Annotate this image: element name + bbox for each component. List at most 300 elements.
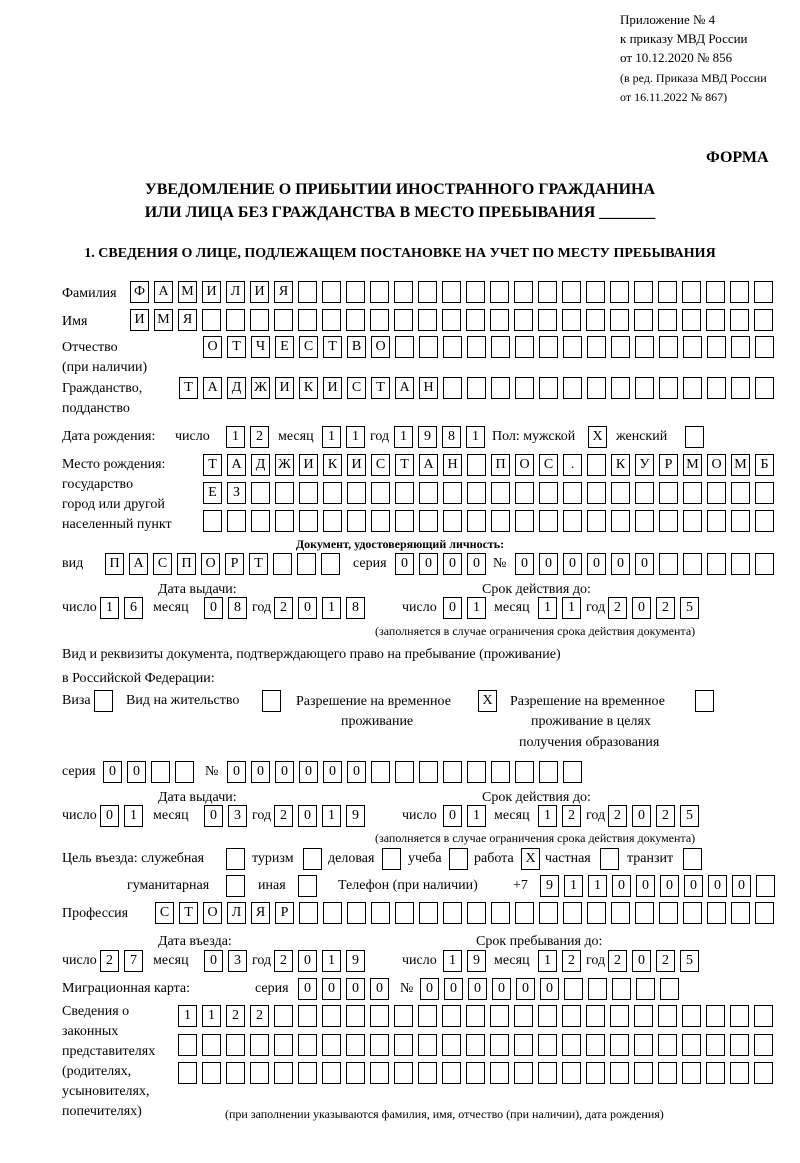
stay-series-cell[interactable] — [151, 761, 170, 783]
birthplace-2-cell[interactable]: З — [227, 482, 246, 504]
birthplace-2-cell[interactable] — [251, 482, 270, 504]
sex-female-checkbox[interactable] — [685, 426, 704, 448]
patronymic-cell[interactable] — [611, 336, 630, 358]
reps-3-cell[interactable] — [490, 1062, 509, 1084]
birth-month-cell[interactable]: 1 — [346, 426, 365, 448]
residence-checkbox[interactable] — [262, 690, 281, 712]
patronymic-cell[interactable]: О — [203, 336, 222, 358]
reps-2-cell[interactable] — [586, 1034, 605, 1056]
visa-checkbox[interactable] — [94, 690, 113, 712]
surname-cell[interactable] — [610, 281, 629, 303]
citizenship-cell[interactable] — [707, 377, 726, 399]
birthplace-3-cell[interactable] — [611, 510, 630, 532]
birthplace-3-cell[interactable] — [659, 510, 678, 532]
surname-cell[interactable]: А — [154, 281, 173, 303]
patronymic-cell[interactable] — [467, 336, 486, 358]
birth-month-cell[interactable]: 1 — [322, 426, 341, 448]
surname-cell[interactable] — [658, 281, 677, 303]
profession-cell[interactable] — [371, 902, 390, 924]
citizenship-cell[interactable] — [563, 377, 582, 399]
stay-issue-month-cell[interactable]: 3 — [228, 805, 247, 827]
mig-number-cell[interactable]: 0 — [516, 978, 535, 1000]
birthplace-3-cell[interactable] — [371, 510, 390, 532]
citizenship-cell[interactable]: А — [203, 377, 222, 399]
stay-issue-year-cell[interactable]: 2 — [274, 805, 293, 827]
surname-cell[interactable] — [346, 281, 365, 303]
reps-2-cell[interactable] — [418, 1034, 437, 1056]
reps-3-cell[interactable] — [466, 1062, 485, 1084]
reps-1-cell[interactable]: 1 — [202, 1005, 221, 1027]
birthplace-1-cell[interactable]: И — [299, 454, 318, 476]
profession-cell[interactable] — [635, 902, 654, 924]
reps-3-cell[interactable] — [634, 1062, 653, 1084]
stay-issue-year-cell[interactable]: 0 — [298, 805, 317, 827]
citizenship-cell[interactable]: Д — [227, 377, 246, 399]
phone-cell[interactable]: 1 — [588, 875, 607, 897]
birthplace-2-cell[interactable] — [371, 482, 390, 504]
id-number-cell[interactable]: 0 — [563, 553, 582, 575]
name-cell[interactable] — [514, 309, 533, 331]
patronymic-cell[interactable] — [755, 336, 774, 358]
birthplace-1-cell[interactable]: К — [611, 454, 630, 476]
birthplace-1-cell[interactable]: Б — [755, 454, 774, 476]
stay-number-cell[interactable] — [419, 761, 438, 783]
id-issue-year-cell[interactable]: 2 — [274, 597, 293, 619]
id-kind-cell[interactable]: А — [129, 553, 148, 575]
phone-cell[interactable]: 0 — [732, 875, 751, 897]
entry-month-cell[interactable]: 3 — [228, 950, 247, 972]
profession-cell[interactable] — [755, 902, 774, 924]
birthplace-3-cell[interactable] — [323, 510, 342, 532]
profession-cell[interactable]: Л — [227, 902, 246, 924]
birthplace-1-cell[interactable]: К — [323, 454, 342, 476]
reps-2-cell[interactable] — [682, 1034, 701, 1056]
reps-3-cell[interactable] — [274, 1062, 293, 1084]
surname-cell[interactable] — [514, 281, 533, 303]
patronymic-cell[interactable]: Т — [323, 336, 342, 358]
profession-cell[interactable] — [299, 902, 318, 924]
id-kind-cell[interactable]: П — [105, 553, 124, 575]
patronymic-cell[interactable]: Е — [275, 336, 294, 358]
reps-2-cell[interactable] — [346, 1034, 365, 1056]
birthplace-3-cell[interactable] — [227, 510, 246, 532]
reps-3-cell[interactable] — [562, 1062, 581, 1084]
id-number-cell[interactable]: 0 — [539, 553, 558, 575]
phone-cell[interactable]: 0 — [636, 875, 655, 897]
name-cell[interactable] — [634, 309, 653, 331]
name-cell[interactable] — [202, 309, 221, 331]
stay-until-year-cell[interactable]: 2 — [608, 950, 627, 972]
id-kind-cell[interactable]: Т — [249, 553, 268, 575]
id-number-cell[interactable]: 0 — [635, 553, 654, 575]
stay-until-month-cell[interactable]: 1 — [538, 950, 557, 972]
stay-number-cell[interactable] — [443, 761, 462, 783]
id-valid-year-cell[interactable]: 5 — [680, 597, 699, 619]
birthplace-3-cell[interactable] — [587, 510, 606, 532]
phone-cell[interactable]: 0 — [684, 875, 703, 897]
name-cell[interactable] — [226, 309, 245, 331]
id-issue-year-cell[interactable]: 8 — [346, 597, 365, 619]
name-cell[interactable] — [274, 309, 293, 331]
surname-cell[interactable]: И — [250, 281, 269, 303]
stay-number-cell[interactable]: 0 — [299, 761, 318, 783]
birthplace-2-cell[interactable] — [539, 482, 558, 504]
id-valid-year-cell[interactable]: 0 — [632, 597, 651, 619]
profession-cell[interactable] — [515, 902, 534, 924]
entry-year-cell[interactable]: 0 — [298, 950, 317, 972]
name-cell[interactable] — [682, 309, 701, 331]
surname-cell[interactable] — [586, 281, 605, 303]
id-kind-cell[interactable]: П — [177, 553, 196, 575]
stay-issue-year-cell[interactable]: 1 — [322, 805, 341, 827]
patronymic-cell[interactable] — [731, 336, 750, 358]
name-cell[interactable] — [658, 309, 677, 331]
reps-3-cell[interactable] — [178, 1062, 197, 1084]
mig-number-cell[interactable]: 0 — [420, 978, 439, 1000]
id-kind-cell[interactable] — [297, 553, 316, 575]
reps-2-cell[interactable] — [322, 1034, 341, 1056]
name-cell[interactable] — [586, 309, 605, 331]
reps-3-cell[interactable] — [730, 1062, 749, 1084]
birthplace-3-cell[interactable] — [491, 510, 510, 532]
birthplace-3-cell[interactable] — [299, 510, 318, 532]
stay-until-year-cell[interactable]: 5 — [680, 950, 699, 972]
purpose-official-checkbox[interactable] — [226, 848, 245, 870]
birthplace-2-cell[interactable] — [395, 482, 414, 504]
birthplace-1-cell[interactable]: . — [563, 454, 582, 476]
id-kind-cell[interactable]: С — [153, 553, 172, 575]
birthplace-3-cell[interactable] — [395, 510, 414, 532]
phone-cell[interactable] — [756, 875, 775, 897]
reps-1-cell[interactable] — [562, 1005, 581, 1027]
surname-cell[interactable] — [562, 281, 581, 303]
id-series-cell[interactable]: 0 — [395, 553, 414, 575]
reps-1-cell[interactable] — [754, 1005, 773, 1027]
id-valid-year-cell[interactable]: 2 — [608, 597, 627, 619]
name-cell[interactable] — [394, 309, 413, 331]
birthplace-1-cell[interactable]: М — [683, 454, 702, 476]
purpose-humanitarian-checkbox[interactable] — [226, 875, 245, 897]
temp-residence-education-checkbox[interactable] — [695, 690, 714, 712]
stay-number-cell[interactable] — [563, 761, 582, 783]
mig-number-cell[interactable] — [564, 978, 583, 1000]
name-cell[interactable] — [706, 309, 725, 331]
birthplace-2-cell[interactable] — [443, 482, 462, 504]
mig-number-cell[interactable] — [612, 978, 631, 1000]
citizenship-cell[interactable]: А — [395, 377, 414, 399]
reps-3-cell[interactable] — [370, 1062, 389, 1084]
birth-year-cell[interactable]: 8 — [442, 426, 461, 448]
birthplace-1-cell[interactable]: Д — [251, 454, 270, 476]
reps-2-cell[interactable] — [442, 1034, 461, 1056]
patronymic-cell[interactable]: О — [371, 336, 390, 358]
reps-2-cell[interactable] — [394, 1034, 413, 1056]
profession-cell[interactable]: Т — [179, 902, 198, 924]
stay-number-cell[interactable]: 0 — [227, 761, 246, 783]
birthplace-2-cell[interactable] — [299, 482, 318, 504]
mig-number-cell[interactable]: 0 — [492, 978, 511, 1000]
reps-2-cell[interactable] — [250, 1034, 269, 1056]
birthplace-1-cell[interactable]: Т — [395, 454, 414, 476]
purpose-tourism-checkbox[interactable] — [303, 848, 322, 870]
citizenship-cell[interactable] — [755, 377, 774, 399]
reps-1-cell[interactable] — [658, 1005, 677, 1027]
patronymic-cell[interactable] — [707, 336, 726, 358]
name-cell[interactable] — [466, 309, 485, 331]
reps-2-cell[interactable] — [658, 1034, 677, 1056]
patronymic-cell[interactable] — [683, 336, 702, 358]
mig-series-cell[interactable]: 0 — [322, 978, 341, 1000]
reps-3-cell[interactable] — [706, 1062, 725, 1084]
surname-cell[interactable] — [298, 281, 317, 303]
surname-cell[interactable] — [442, 281, 461, 303]
surname-cell[interactable] — [418, 281, 437, 303]
reps-1-cell[interactable] — [730, 1005, 749, 1027]
id-series-cell[interactable]: 0 — [467, 553, 486, 575]
mig-number-cell[interactable] — [636, 978, 655, 1000]
birthplace-2-cell[interactable] — [491, 482, 510, 504]
mig-number-cell[interactable]: 0 — [540, 978, 559, 1000]
birthplace-3-cell[interactable] — [251, 510, 270, 532]
phone-cell[interactable]: 9 — [540, 875, 559, 897]
stay-number-cell[interactable] — [539, 761, 558, 783]
stay-number-cell[interactable]: 0 — [347, 761, 366, 783]
profession-cell[interactable] — [539, 902, 558, 924]
stay-until-year-cell[interactable]: 0 — [632, 950, 651, 972]
name-cell[interactable] — [370, 309, 389, 331]
reps-1-cell[interactable] — [706, 1005, 725, 1027]
entry-day-cell[interactable]: 7 — [124, 950, 143, 972]
profession-cell[interactable] — [347, 902, 366, 924]
name-cell[interactable] — [418, 309, 437, 331]
citizenship-cell[interactable] — [611, 377, 630, 399]
name-cell[interactable]: М — [154, 309, 173, 331]
reps-1-cell[interactable] — [346, 1005, 365, 1027]
id-kind-cell[interactable]: О — [201, 553, 220, 575]
birthplace-1-cell[interactable]: С — [539, 454, 558, 476]
name-cell[interactable] — [538, 309, 557, 331]
birthplace-2-cell[interactable] — [611, 482, 630, 504]
surname-cell[interactable]: М — [178, 281, 197, 303]
patronymic-cell[interactable] — [587, 336, 606, 358]
reps-3-cell[interactable] — [226, 1062, 245, 1084]
phone-cell[interactable]: 0 — [708, 875, 727, 897]
reps-3-cell[interactable] — [610, 1062, 629, 1084]
reps-3-cell[interactable] — [394, 1062, 413, 1084]
citizenship-cell[interactable] — [443, 377, 462, 399]
stay-until-year-cell[interactable]: 2 — [656, 950, 675, 972]
reps-1-cell[interactable] — [442, 1005, 461, 1027]
birthplace-3-cell[interactable] — [563, 510, 582, 532]
id-issue-day-cell[interactable]: 1 — [100, 597, 119, 619]
birthplace-1-cell[interactable]: М — [731, 454, 750, 476]
name-cell[interactable]: Я — [178, 309, 197, 331]
phone-cell[interactable]: 1 — [564, 875, 583, 897]
stay-until-day-cell[interactable]: 1 — [443, 950, 462, 972]
reps-2-cell[interactable] — [274, 1034, 293, 1056]
purpose-work-checkbox[interactable]: X — [521, 848, 540, 870]
surname-cell[interactable] — [490, 281, 509, 303]
id-issue-year-cell[interactable]: 1 — [322, 597, 341, 619]
profession-cell[interactable] — [707, 902, 726, 924]
stay-until-day-cell[interactable]: 9 — [467, 950, 486, 972]
stay-valid-year-cell[interactable]: 5 — [680, 805, 699, 827]
id-kind-cell[interactable] — [321, 553, 340, 575]
reps-1-cell[interactable] — [538, 1005, 557, 1027]
birthplace-1-cell[interactable] — [467, 454, 486, 476]
profession-cell[interactable] — [491, 902, 510, 924]
id-issue-day-cell[interactable]: 6 — [124, 597, 143, 619]
surname-cell[interactable] — [730, 281, 749, 303]
stay-valid-year-cell[interactable]: 0 — [632, 805, 651, 827]
reps-2-cell[interactable] — [634, 1034, 653, 1056]
stay-valid-year-cell[interactable]: 2 — [656, 805, 675, 827]
reps-2-cell[interactable] — [370, 1034, 389, 1056]
patronymic-cell[interactable] — [515, 336, 534, 358]
reps-3-cell[interactable] — [514, 1062, 533, 1084]
patronymic-cell[interactable] — [443, 336, 462, 358]
birthplace-3-cell[interactable] — [731, 510, 750, 532]
stay-valid-year-cell[interactable]: 2 — [608, 805, 627, 827]
reps-2-cell[interactable] — [298, 1034, 317, 1056]
profession-cell[interactable] — [443, 902, 462, 924]
birthplace-3-cell[interactable] — [203, 510, 222, 532]
birthplace-2-cell[interactable] — [587, 482, 606, 504]
name-cell[interactable]: И — [130, 309, 149, 331]
reps-2-cell[interactable] — [178, 1034, 197, 1056]
birthplace-1-cell[interactable]: И — [347, 454, 366, 476]
stay-valid-month-cell[interactable]: 1 — [538, 805, 557, 827]
citizenship-cell[interactable] — [731, 377, 750, 399]
patronymic-cell[interactable] — [539, 336, 558, 358]
birthplace-3-cell[interactable] — [755, 510, 774, 532]
stay-valid-day-cell[interactable]: 0 — [443, 805, 462, 827]
purpose-business-checkbox[interactable] — [382, 848, 401, 870]
reps-1-cell[interactable] — [274, 1005, 293, 1027]
birthplace-2-cell[interactable] — [731, 482, 750, 504]
birthplace-3-cell[interactable] — [539, 510, 558, 532]
mig-number-cell[interactable] — [660, 978, 679, 1000]
mig-series-cell[interactable]: 0 — [298, 978, 317, 1000]
id-number-cell[interactable] — [731, 553, 750, 575]
reps-2-cell[interactable] — [514, 1034, 533, 1056]
citizenship-cell[interactable]: С — [347, 377, 366, 399]
citizenship-cell[interactable] — [659, 377, 678, 399]
stay-number-cell[interactable] — [371, 761, 390, 783]
birthplace-3-cell[interactable] — [635, 510, 654, 532]
reps-3-cell[interactable] — [202, 1062, 221, 1084]
stay-series-cell[interactable]: 0 — [127, 761, 146, 783]
birth-day-cell[interactable]: 2 — [250, 426, 269, 448]
birth-year-cell[interactable]: 1 — [466, 426, 485, 448]
name-cell[interactable] — [610, 309, 629, 331]
birthplace-2-cell[interactable] — [323, 482, 342, 504]
id-valid-day-cell[interactable]: 0 — [443, 597, 462, 619]
patronymic-cell[interactable]: В — [347, 336, 366, 358]
reps-2-cell[interactable] — [562, 1034, 581, 1056]
reps-1-cell[interactable]: 1 — [178, 1005, 197, 1027]
reps-3-cell[interactable] — [298, 1062, 317, 1084]
surname-cell[interactable] — [706, 281, 725, 303]
reps-1-cell[interactable]: 2 — [226, 1005, 245, 1027]
citizenship-cell[interactable] — [635, 377, 654, 399]
id-valid-year-cell[interactable]: 2 — [656, 597, 675, 619]
reps-1-cell[interactable] — [298, 1005, 317, 1027]
surname-cell[interactable] — [682, 281, 701, 303]
birthplace-1-cell[interactable]: Р — [659, 454, 678, 476]
reps-1-cell[interactable] — [586, 1005, 605, 1027]
stay-number-cell[interactable] — [467, 761, 486, 783]
profession-cell[interactable]: С — [155, 902, 174, 924]
entry-month-cell[interactable]: 0 — [204, 950, 223, 972]
citizenship-cell[interactable]: Т — [179, 377, 198, 399]
phone-cell[interactable]: 0 — [612, 875, 631, 897]
phone-cell[interactable]: 0 — [660, 875, 679, 897]
surname-cell[interactable] — [466, 281, 485, 303]
birthplace-3-cell[interactable] — [683, 510, 702, 532]
name-cell[interactable] — [250, 309, 269, 331]
profession-cell[interactable]: Р — [275, 902, 294, 924]
reps-3-cell[interactable] — [538, 1062, 557, 1084]
id-kind-cell[interactable]: Р — [225, 553, 244, 575]
patronymic-cell[interactable] — [563, 336, 582, 358]
patronymic-cell[interactable] — [419, 336, 438, 358]
patronymic-cell[interactable] — [395, 336, 414, 358]
reps-1-cell[interactable] — [490, 1005, 509, 1027]
sex-male-checkbox[interactable]: X — [588, 426, 607, 448]
birth-year-cell[interactable]: 1 — [394, 426, 413, 448]
profession-cell[interactable] — [395, 902, 414, 924]
citizenship-cell[interactable] — [683, 377, 702, 399]
surname-cell[interactable] — [634, 281, 653, 303]
id-valid-month-cell[interactable]: 1 — [538, 597, 557, 619]
entry-year-cell[interactable]: 1 — [322, 950, 341, 972]
stay-number-cell[interactable] — [515, 761, 534, 783]
patronymic-cell[interactable] — [491, 336, 510, 358]
birthplace-1-cell[interactable]: П — [491, 454, 510, 476]
stay-number-cell[interactable]: 0 — [323, 761, 342, 783]
id-number-cell[interactable] — [683, 553, 702, 575]
purpose-private-checkbox[interactable] — [600, 848, 619, 870]
name-cell[interactable] — [562, 309, 581, 331]
name-cell[interactable] — [754, 309, 773, 331]
citizenship-cell[interactable]: И — [275, 377, 294, 399]
profession-cell[interactable] — [587, 902, 606, 924]
birthplace-3-cell[interactable] — [419, 510, 438, 532]
birth-year-cell[interactable]: 9 — [418, 426, 437, 448]
stay-number-cell[interactable] — [491, 761, 510, 783]
temp-residence-checkbox[interactable]: X — [478, 690, 497, 712]
birthplace-3-cell[interactable] — [275, 510, 294, 532]
surname-cell[interactable] — [322, 281, 341, 303]
reps-3-cell[interactable] — [418, 1062, 437, 1084]
id-number-cell[interactable] — [707, 553, 726, 575]
id-number-cell[interactable]: 0 — [587, 553, 606, 575]
citizenship-cell[interactable]: Т — [371, 377, 390, 399]
birthplace-2-cell[interactable] — [635, 482, 654, 504]
birthplace-2-cell[interactable] — [515, 482, 534, 504]
id-number-cell[interactable] — [659, 553, 678, 575]
birthplace-1-cell[interactable]: Т — [203, 454, 222, 476]
name-cell[interactable] — [322, 309, 341, 331]
reps-3-cell[interactable] — [322, 1062, 341, 1084]
profession-cell[interactable]: О — [203, 902, 222, 924]
reps-2-cell[interactable] — [706, 1034, 725, 1056]
mig-number-cell[interactable]: 0 — [468, 978, 487, 1000]
profession-cell[interactable] — [323, 902, 342, 924]
name-cell[interactable] — [490, 309, 509, 331]
birthplace-1-cell[interactable] — [587, 454, 606, 476]
